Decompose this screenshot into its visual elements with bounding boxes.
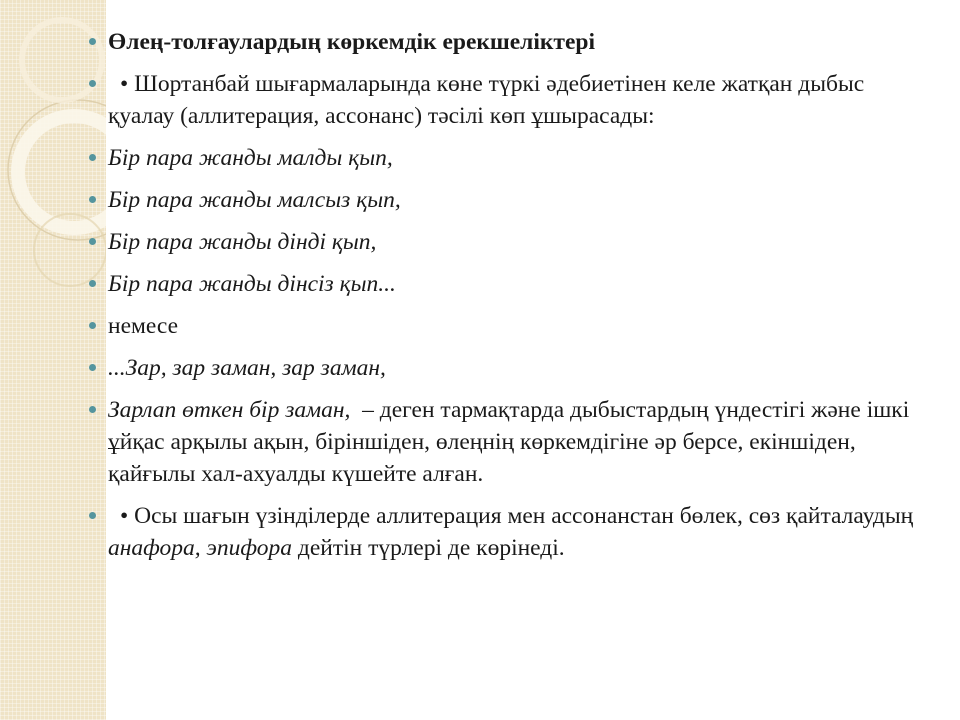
inline-bullet: • (120, 71, 135, 97)
verse-line: Бір пара жанды малды қып, (108, 145, 393, 171)
list-item (88, 184, 928, 216)
paragraph-3-end: дейтін түрлері де көрінеді. (292, 535, 565, 561)
bullet-icon (89, 238, 96, 245)
inline-bullet: • (120, 503, 135, 529)
paragraph-1: Шортанбай шығармаларында көне түркі әдебиетінен келе жатқан дыбыс қуалау (аллитерация, ассонанс) тәсілі көп ұшырасады: (108, 71, 865, 129)
list-item (88, 352, 928, 384)
bullet-icon (89, 80, 96, 87)
list-item (88, 500, 928, 564)
verse-line: Зарлап өткен бір заман, (108, 397, 351, 423)
list-item (88, 268, 928, 300)
verse-line: Бір пара жанды дінсіз қып... (108, 271, 396, 297)
list-item (88, 142, 928, 174)
bullet-icon (89, 322, 96, 329)
bullet-icon (89, 280, 96, 287)
verse-line: Бір пара жанды дінді қып, (108, 229, 377, 255)
slide-heading: Өлең-толғаулардың көркемдік ерекшеліктері (108, 29, 596, 55)
bullet-icon (89, 406, 96, 413)
verse-line: Бір пара жанды малсыз қып, (108, 187, 401, 213)
list-item (88, 226, 928, 258)
list-item (88, 310, 928, 342)
bullet-icon (89, 154, 96, 161)
list-item (88, 26, 928, 58)
slide-content (88, 26, 928, 574)
paragraph-3-italic: анафора, эпифора (108, 535, 293, 561)
list-item (88, 394, 928, 490)
verse-line: ...Зар, зар заман, зар заман, (108, 355, 386, 381)
bullet-icon (89, 512, 96, 519)
bullet-icon (89, 38, 96, 45)
paragraph-3-start: Осы шағын үзінділерде аллитерация мен ассонанстан бөлек, сөз қайталаудың (134, 503, 914, 529)
paragraph-2: – деген тармақтарда дыбыстардың үндестігі және ішкі ұйқас арқылы ақын, біріншіден, өлеңнің көркемдігіне әр берсе, екіншіден, қайғылы хал-ахуалды күшейте алған. (108, 397, 916, 487)
connector-word: немесе (108, 313, 179, 339)
bullet-icon (89, 196, 96, 203)
list-item (88, 68, 928, 132)
bullet-icon (89, 364, 96, 371)
